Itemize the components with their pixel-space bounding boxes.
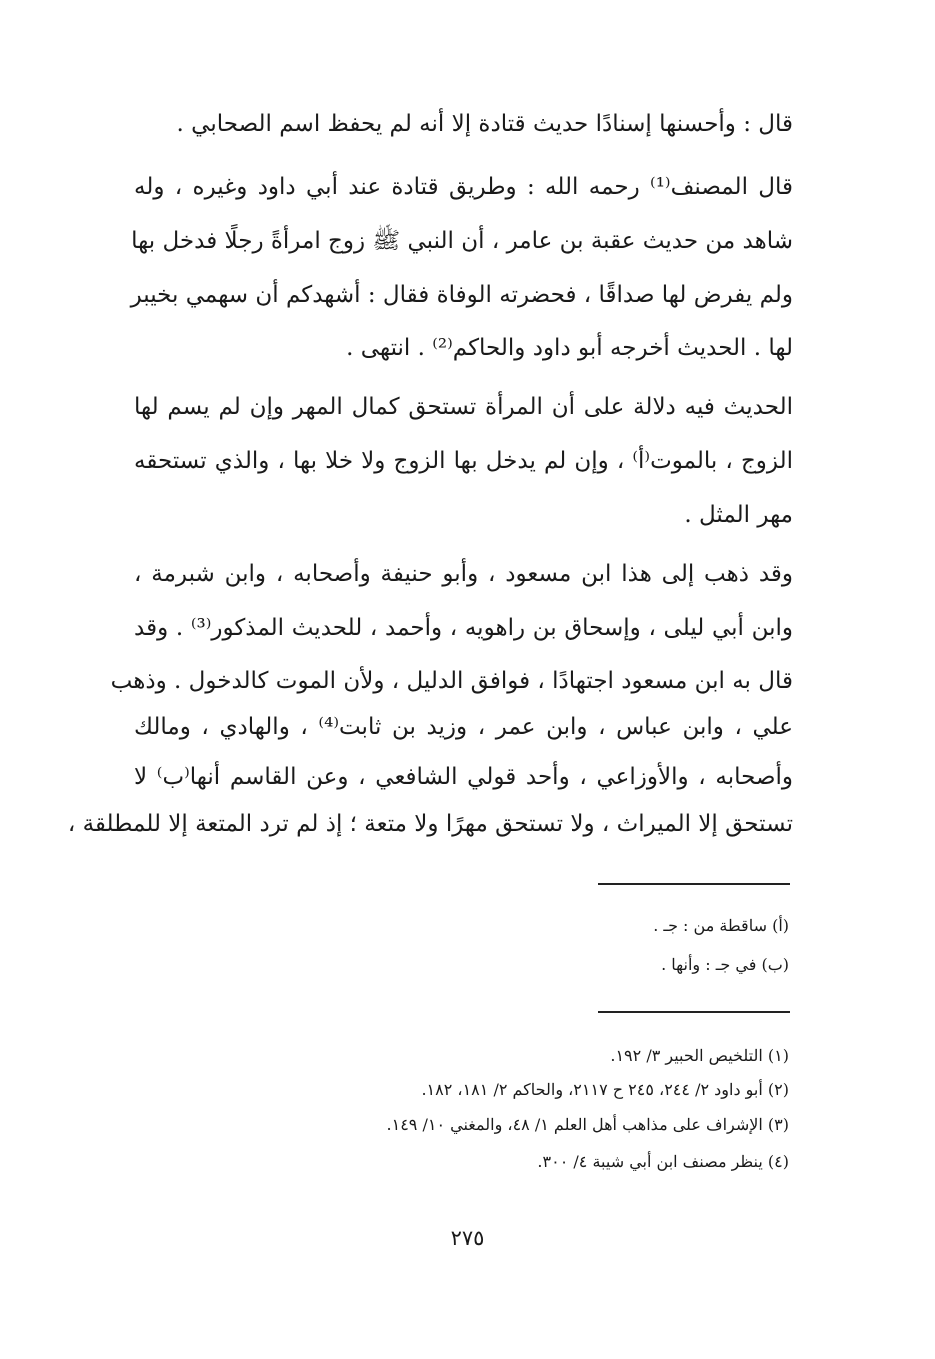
footnote: (٣) الإشراف على مذاهب أهل العلم ١/ ٤٨، والمغني ١٠/ ١٤٩.	[386, 1115, 789, 1134]
body-line: قال به ابن مسعود اجتهادًا ، فوافق الدليل ، ولأن الموت كالدخول . وذهب	[110, 668, 793, 694]
body-line: وقد ذهب إلى هذا ابن مسعود ، وأبو حنيفة وأصحابه ، وابن شبرمة ،	[134, 561, 793, 587]
body-line: مهر المثل .	[684, 502, 793, 528]
variant-note: (أ) ساقطة من : جـ .	[653, 916, 789, 935]
page-number: ٢٧٥	[450, 1226, 485, 1250]
body-line: الزوج ، بالموت⁽أ⁾ ، وإن لم يدخل بها الزوج ولا خلا بها ، والذي تستحقه	[134, 448, 793, 474]
footnote: (٢) أبو داود ٢/ ٢٤٤، ٢٤٥ ح ٢١١٧، والحاكم ٢/ ١٨١، ١٨٢.	[421, 1080, 789, 1099]
footnote: (٤) ينظر مصنف ابن أبي شيبة ٤/ ٣٠٠.	[537, 1152, 789, 1171]
variant-note: (ب) في جـ : وأنها .	[661, 955, 789, 974]
body-line: قال : وأحسنها إسنادًا حديث قتادة إلا أنه لم يحفظ اسم الصحابي .	[176, 111, 793, 137]
notes-separator	[598, 883, 790, 885]
body-line: الحديث فيه دلالة على أن المرأة تستحق كمال المهر وإن لم يسم لها	[134, 394, 793, 420]
body-line: تستحق إلا الميراث ، ولا تستحق مهرًا ولا متعة ؛ إذ لم ترد المتعة إلا للمطلقة ،	[67, 811, 793, 837]
body-line: ولم يفرض لها صداقًا ، فحضرته الوفاة فقال : أشهدكم أن سهمي بخيبر	[130, 282, 793, 308]
footnotes-separator	[598, 1011, 790, 1013]
body-line: وابن أبي ليلى ، وإسحاق بن راهويه ، وأحمد ، للحديث المذكور⁽³⁾ . وقد	[134, 615, 793, 641]
body-line: علي ، وابن عباس ، وابن عمر ، وزيد بن ثابت⁽⁴⁾ ، والهادي ، ومالك	[134, 714, 793, 740]
body-line: وأصحابه ، والأوزاعي ، وأحد قولي الشافعي ، وعن القاسم أنها⁽ب⁾ لا	[134, 764, 793, 790]
footnote: (١) التلخيص الحبير ٣/ ١٩٢.	[610, 1046, 789, 1065]
body-line: شاهد من حديث عقبة بن عامر ، أن النبي ﷺ زوج امرأةً رجلًا فدخل بها	[131, 228, 793, 254]
body-line: قال المصنف⁽¹⁾ رحمه الله : وطريق قتادة عند أبي داود وغيره ، وله	[134, 174, 794, 200]
body-line: لها . الحديث أخرجه أبو داود والحاكم⁽²⁾ . انتهى .	[346, 335, 793, 361]
